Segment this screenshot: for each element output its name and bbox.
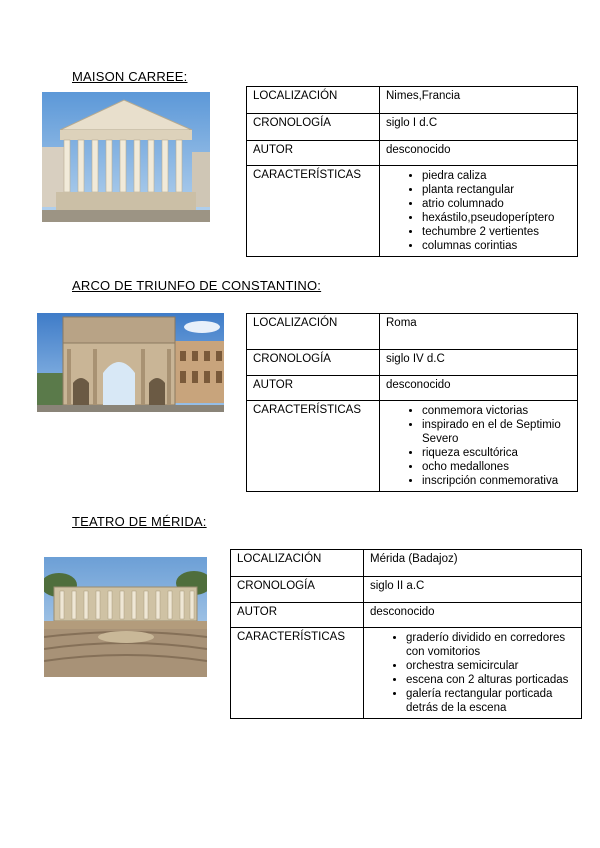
- table-row: [231, 577, 582, 603]
- cronologia-value: siglo II a.C: [364, 577, 582, 603]
- cronologia-value: siglo I d.C: [380, 114, 578, 141]
- localizacion-value: Nimes,Francia: [380, 87, 578, 114]
- features-list: [386, 169, 571, 253]
- info-table-maison-carree: [246, 86, 578, 257]
- list-item: • orchestra semicircular: [406, 659, 575, 673]
- features-list: [386, 404, 571, 488]
- table-row: [231, 603, 582, 628]
- info-table-teatro-merida: [230, 549, 582, 719]
- table-row: [247, 114, 578, 141]
- list-item: • inspirado en el de Septimio Severo: [422, 418, 571, 446]
- caracteristicas-value: [364, 628, 582, 719]
- cronologia-value: siglo IV d.C: [380, 350, 578, 376]
- cronologia-label: CRONOLOGÍA: [247, 350, 380, 376]
- section-title-maison-carree: MAISON CARREE:: [72, 69, 188, 84]
- table-row: [247, 350, 578, 376]
- autor-label: AUTOR: [247, 376, 380, 401]
- autor-value: desconocido: [364, 603, 582, 628]
- list-item: • galería rectangular porticada detrás de la escena: [406, 687, 575, 715]
- table-row: [247, 401, 578, 492]
- autor-value: desconocido: [380, 376, 578, 401]
- info-table-arco-constantino: [246, 313, 578, 492]
- list-item: • inscripción conmemorativa: [422, 474, 571, 488]
- roman-theatre-photo: [44, 557, 207, 677]
- list-item: • columnas corintias: [422, 239, 571, 253]
- list-item: • hexástilo,pseudoperíptero: [422, 211, 571, 225]
- caracteristicas-label: CARACTERÍSTICAS: [231, 628, 364, 719]
- table-row: [231, 628, 582, 719]
- features-list: [370, 631, 575, 715]
- localizacion-value: Roma: [380, 314, 578, 350]
- table-row: [247, 141, 578, 166]
- caracteristicas-label: CARACTERÍSTICAS: [247, 166, 380, 257]
- list-item: • techumbre 2 vertientes: [422, 225, 571, 239]
- caracteristicas-value: [380, 401, 578, 492]
- table-row: [247, 166, 578, 257]
- localizacion-label: LOCALIZACIÓN: [247, 314, 380, 350]
- cronologia-label: CRONOLOGÍA: [231, 577, 364, 603]
- autor-label: AUTOR: [247, 141, 380, 166]
- localizacion-label: LOCALIZACIÓN: [231, 550, 364, 577]
- localizacion-value: Mérida (Badajoz): [364, 550, 582, 577]
- list-item: • planta rectangular: [422, 183, 571, 197]
- table-row: [247, 376, 578, 401]
- table-row: [231, 550, 582, 577]
- table-row: [247, 87, 578, 114]
- list-item: • conmemora victorias: [422, 404, 571, 418]
- list-item: • graderío dividido en corredores con vomitorios: [406, 631, 575, 659]
- section-title-teatro-merida: TEATRO DE MÉRIDA:: [72, 514, 207, 529]
- section-title-arco-constantino: ARCO DE TRIUNFO DE CONSTANTINO:: [72, 278, 322, 293]
- caracteristicas-value: [380, 166, 578, 257]
- cronologia-label: CRONOLOGÍA: [247, 114, 380, 141]
- table-row: [247, 314, 578, 350]
- roman-temple-photo: [42, 92, 210, 222]
- autor-label: AUTOR: [231, 603, 364, 628]
- list-item: • riqueza escultórica: [422, 446, 571, 460]
- caracteristicas-label: CARACTERÍSTICAS: [247, 401, 380, 492]
- autor-value: desconocido: [380, 141, 578, 166]
- list-item: • piedra caliza: [422, 169, 571, 183]
- triumphal-arch-photo: [37, 313, 224, 412]
- list-item: • atrio columnado: [422, 197, 571, 211]
- list-item: • escena con 2 alturas porticadas: [406, 673, 575, 687]
- list-item: • ocho medallones: [422, 460, 571, 474]
- localizacion-label: LOCALIZACIÓN: [247, 87, 380, 114]
